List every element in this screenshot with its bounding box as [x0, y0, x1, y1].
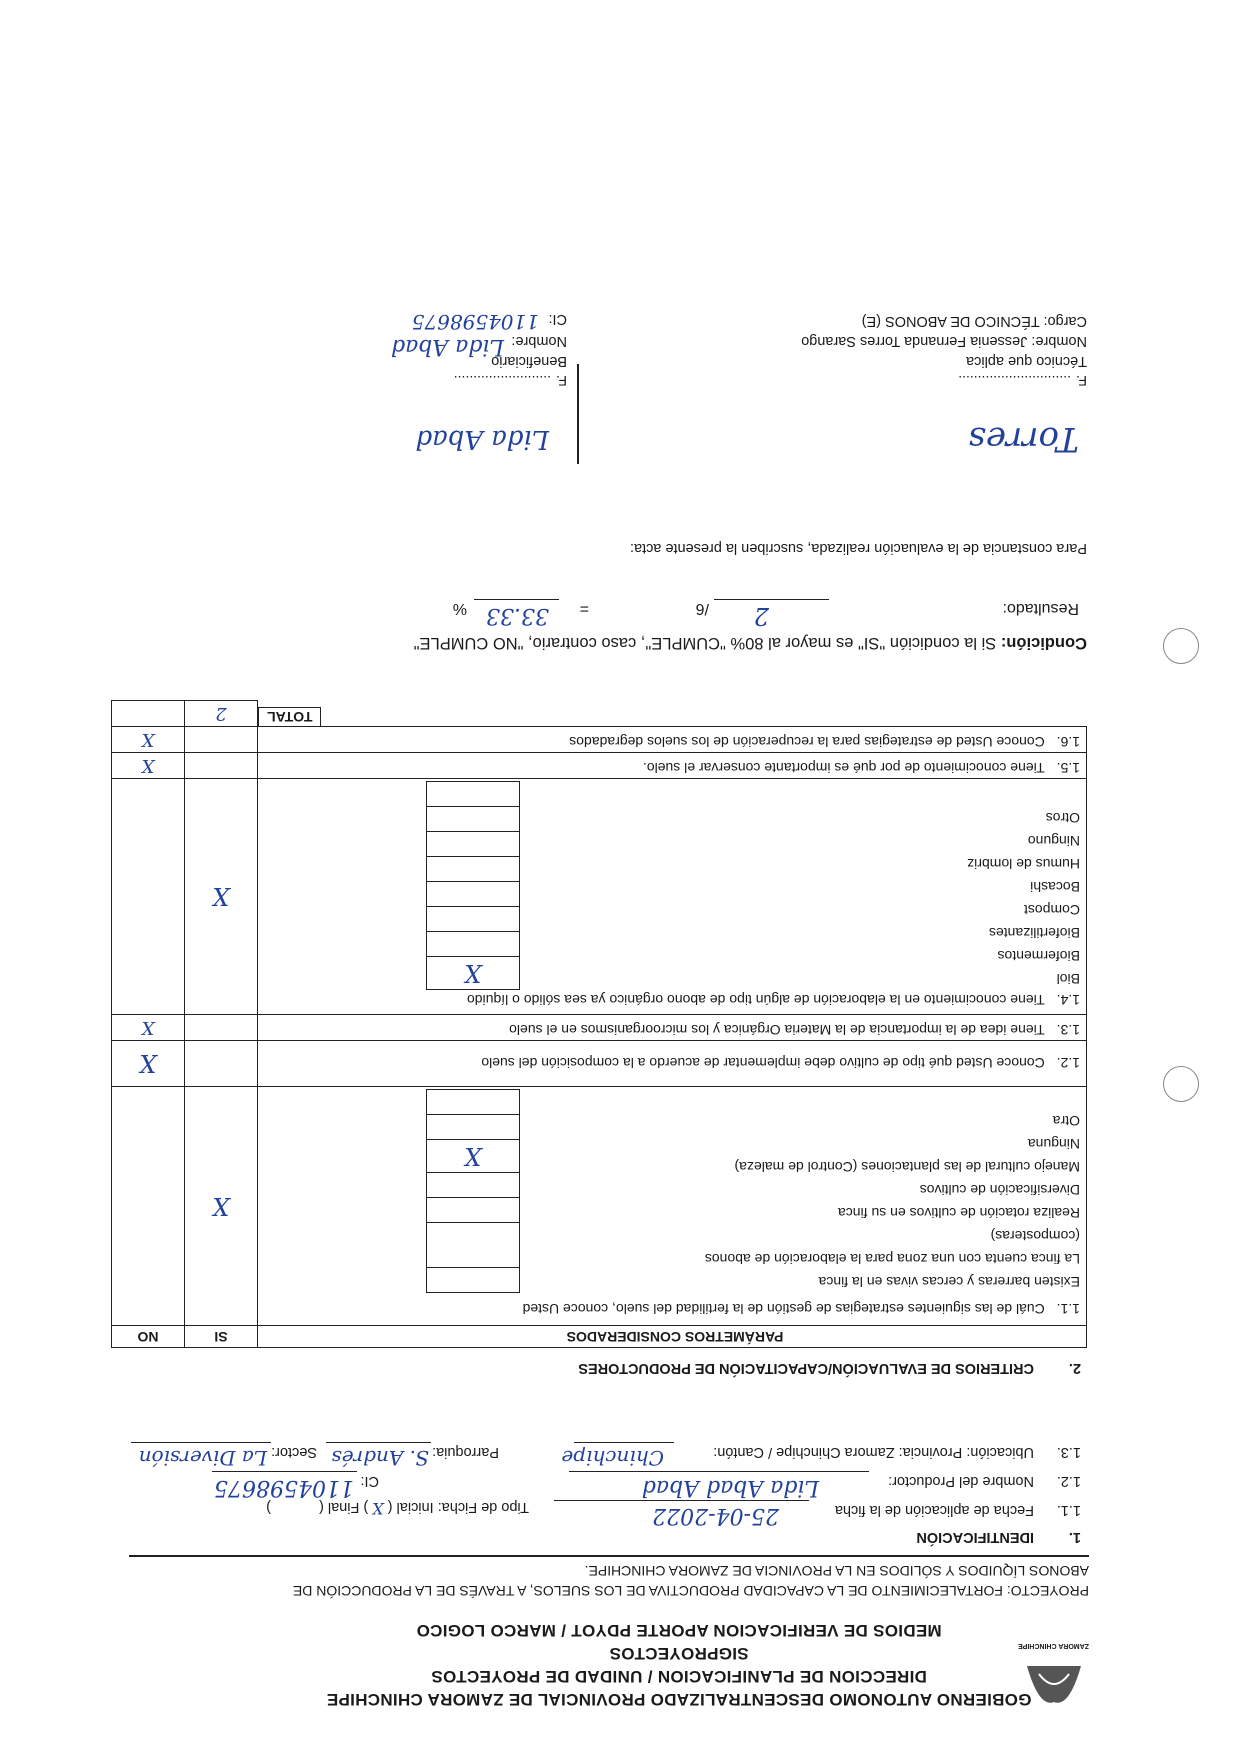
- q14-option: Bocashi: [1030, 879, 1080, 895]
- q14-checkbox[interactable]: [427, 807, 520, 832]
- benef-f-dots: .........................: [453, 373, 551, 389]
- q14-checkbox[interactable]: [427, 957, 520, 990]
- q11-checkbox[interactable]: [427, 1115, 520, 1140]
- condition-label: Condición:: [1000, 634, 1087, 652]
- q14-text: Tiene conocimiento en la elaboración de algún tipo de abono orgánico ya sea sólido o líquido: [466, 992, 1045, 1008]
- q11-option: La finca cuenta con una zona para la elaboración de abonos: [704, 1251, 1080, 1267]
- q11-option: Realiza rotación de cultivos en su finca: [837, 1205, 1080, 1221]
- q14-option: Otros: [1045, 810, 1080, 826]
- benef-role: Beneficiario: [491, 353, 567, 369]
- constancia-text: Para constancia de la evaluación realizada, suscriben la presente acta:: [629, 540, 1087, 556]
- q15-si-cell[interactable]: [185, 753, 258, 779]
- q11-options: [520, 1089, 1080, 1293]
- fecha-underline: [554, 1500, 809, 1501]
- benef-name-value: Lida Abad: [390, 334, 504, 359]
- q11-checkbox[interactable]: [427, 1223, 520, 1268]
- q15-number: 1.5.: [1056, 760, 1080, 776]
- ci-value: 1104598675: [214, 1475, 354, 1500]
- field-1-2-number: 1.2.: [1056, 1473, 1081, 1489]
- result-underline: [714, 599, 829, 600]
- header-no: NO: [112, 1326, 185, 1348]
- q12-number: 1.2.: [1056, 1055, 1080, 1072]
- productor-label: Nombre del Productor:: [888, 1473, 1034, 1489]
- total-value: 2: [185, 701, 258, 727]
- q14-checkbox[interactable]: [427, 932, 520, 957]
- result-label: Resultado:: [1002, 600, 1079, 617]
- criteria-table: [111, 700, 1087, 1348]
- q11-checkbox[interactable]: [427, 1140, 520, 1173]
- productor-underline: [569, 1471, 869, 1472]
- tech-signature-mark: Torres: [968, 419, 1079, 459]
- tech-f-dots: .............................: [958, 373, 1071, 389]
- benef-f-label: F.: [556, 373, 567, 389]
- productor-value: Lida Abad Abad: [641, 1475, 819, 1500]
- q14-checkbox-column: [426, 781, 520, 990]
- sector-label: Sector:: [271, 1444, 317, 1460]
- q16-text: Conoce Usted de estrategias para la recuperación de los suelos degradados: [569, 734, 1045, 750]
- q16-no-cell[interactable]: X: [112, 727, 185, 753]
- ci-underline: [212, 1471, 357, 1472]
- question-1-6-row: [112, 727, 1087, 753]
- benef-signature-mark: Lida Abad: [415, 424, 549, 454]
- project-underline: [129, 1556, 1089, 1558]
- q14-no-cell[interactable]: [112, 779, 185, 1015]
- question-1-4-row: [112, 779, 1087, 1015]
- header-line-1: GOBIERNO AUTONOMO DESCENTRALIZADO PROVINCIAL DE ZAMORA CHINCHIPE: [326, 1690, 1032, 1709]
- q15-text: Tiene conocimiento de por qué es importante conservar el suelo.: [642, 760, 1045, 776]
- q12-no-cell[interactable]: X: [112, 1041, 185, 1087]
- q11-option: Ninguna: [1027, 1136, 1080, 1152]
- header-line-3: SIGPROYECTOS: [609, 1644, 749, 1663]
- project-title-line-1: PROYECTO: FORTALECIMIENTO DE LA CAPACIDAD PRODUCTIVA DE LOS SUELOS, A TRAVÉS DE LA PRODUCCIÓN DE: [292, 1583, 1089, 1599]
- tipo-inicial-mark: X: [372, 1499, 384, 1518]
- q14-option: Compost: [1023, 902, 1080, 918]
- condition-line: [414, 633, 1087, 652]
- q16-si-cell[interactable]: [185, 727, 258, 753]
- q11-number: 1.1.: [1056, 1301, 1080, 1317]
- benef-name-label: Nombre:: [511, 333, 567, 349]
- logo-text: ZAMORA CHINCHIPE: [1018, 1642, 1089, 1649]
- q14-si-cell[interactable]: X: [185, 779, 258, 1015]
- header-params: PARÁMETROS CONSIDERADOS: [258, 1326, 1087, 1348]
- fecha-label: Fecha de aplicación de la ficha: [834, 1502, 1034, 1518]
- field-1-1-number: 1.1.: [1056, 1502, 1081, 1518]
- tech-signature: [889, 389, 1079, 459]
- total-row: [112, 701, 1087, 727]
- binder-hole: [1163, 628, 1199, 664]
- signature-divider: [578, 364, 580, 464]
- tech-f-label: F.: [1076, 373, 1087, 389]
- q14-checkbox[interactable]: [427, 857, 520, 882]
- q11-checkbox-column: [426, 1089, 520, 1293]
- q14-option: Biol: [1056, 971, 1080, 987]
- q11-text: Cuál de las siguientes estrategias de gestión de la fertilidad del suelo, conoce Usted: [522, 1301, 1045, 1317]
- parroquia-label: Parroquia:: [432, 1444, 499, 1460]
- q11-checkbox[interactable]: [427, 1173, 520, 1198]
- q11-option: Otra: [1052, 1113, 1080, 1129]
- q13-no-cell[interactable]: X: [112, 1015, 185, 1041]
- tipo-close: ): [266, 1499, 272, 1515]
- tech-role: Técnico que aplica: [966, 353, 1087, 369]
- q13-text: Tiene idea de la importancia de la Materia Orgánica y los microorganismos en el suelo: [509, 1022, 1045, 1038]
- q11-checkbox[interactable]: [427, 1268, 520, 1293]
- section-2-title: CRITERIOS DE EVALUACIÓN/CAPACITACIÓN DE PRODUCTORES: [578, 1360, 1034, 1376]
- project-title-line-2: ABONOS LÍQUIDOS Y SÓLIDOS EN LA PROVINCIA DE ZAMORA CHINCHIPE.: [584, 1563, 1089, 1579]
- result-divisor: /6: [695, 600, 709, 617]
- benef-signature: [399, 394, 549, 454]
- tipo-final: ) Final (: [319, 1499, 369, 1515]
- q11-no-cell[interactable]: [112, 1087, 185, 1326]
- q14-option: Ninguno: [1027, 833, 1080, 849]
- q14-option: Biofermentos: [997, 948, 1080, 964]
- q14-option: Humus de lombriz: [967, 856, 1080, 872]
- q14-option: Biofertilizantes: [988, 925, 1080, 941]
- header-si: SI: [185, 1326, 258, 1348]
- tech-cargo: Cargo: TÉCNICO DE ABONOS (E): [861, 313, 1087, 329]
- fecha-value: 25-04-2022: [652, 1503, 779, 1528]
- q12-si-cell[interactable]: [185, 1041, 258, 1087]
- section-1-number: 1.: [1068, 1529, 1081, 1545]
- q13-si-cell[interactable]: [185, 1015, 258, 1041]
- sector-underline: [131, 1442, 271, 1443]
- q11-checkbox[interactable]: [427, 1198, 520, 1223]
- binder-hole: [1163, 1066, 1199, 1102]
- percent-underline: [474, 599, 559, 600]
- q14-checkbox[interactable]: [427, 782, 520, 807]
- q15-no-cell[interactable]: X: [112, 753, 185, 779]
- section-2-number: 2.: [1068, 1360, 1081, 1376]
- q13-number: 1.3.: [1056, 1022, 1080, 1038]
- q11-check-mark: X: [464, 1142, 482, 1170]
- benef-ci-value: 1104598675: [411, 310, 539, 334]
- parroquia-underline: [326, 1442, 431, 1443]
- sector-value: La Diversión: [138, 1446, 267, 1470]
- condition-text: Si la condición "SI" es mayor al 80% "CUMPLE", caso contrario, "NO CUMPLE": [413, 634, 997, 652]
- q11-option: Manejo cultural de las plantaciones (Control de maleza): [734, 1159, 1080, 1175]
- ci-label: CI:: [360, 1473, 379, 1489]
- q14-checkbox[interactable]: [427, 832, 520, 857]
- tech-name: Nombre: Jessenia Fernanda Torres Sarango: [801, 333, 1087, 349]
- q14-check-mark: X: [464, 959, 482, 987]
- q16-number: 1.6.: [1056, 734, 1080, 750]
- q11-option: Existen barreras y cercas vivas en la finca: [818, 1274, 1080, 1290]
- parroquia-value: S. Andrés: [331, 1446, 429, 1470]
- question-1-1-row: [112, 1087, 1087, 1326]
- question-1-2-row: [112, 1041, 1087, 1087]
- section-1-title: IDENTIFICACIÓN: [916, 1529, 1034, 1545]
- q11-option: Diversificación de cultivos: [919, 1182, 1080, 1198]
- field-1-3-number: 1.3.: [1056, 1444, 1081, 1460]
- benef-ci-label: CI:: [548, 311, 567, 327]
- ubicacion-label: Ubicación: Provincia: Zamora Chinchipe / Cantón:: [713, 1444, 1034, 1460]
- canton-value: Chinchipe: [561, 1446, 664, 1470]
- q12-text: Conoce Usted qué tipo de cultivo debe implementar de acuerdo a la composición del suelo: [481, 1055, 1045, 1072]
- question-1-3-row: [112, 1015, 1087, 1041]
- q14-options: [520, 781, 1080, 990]
- result-percent-sign: %: [452, 600, 467, 617]
- q11-option: (composteras): [990, 1228, 1080, 1244]
- question-1-5-row: [112, 753, 1087, 779]
- result-value: 2: [753, 602, 769, 630]
- q14-checkbox[interactable]: [427, 882, 520, 907]
- criteria-header-row: [112, 1326, 1087, 1348]
- canton-underline: [574, 1442, 674, 1443]
- q14-checkbox[interactable]: [427, 907, 520, 932]
- header-line-4: MEDIOS DE VERIFICACION APORTE PDYOT / MARCO LOGICO: [416, 1621, 942, 1640]
- result-percent-value: 33.33: [486, 603, 549, 628]
- q11-checkbox[interactable]: [427, 1090, 520, 1115]
- header-line-2: DIRECCION DE PLANIFICACION / UNIDAD DE PROYECTOS: [431, 1667, 927, 1686]
- total-label: TOTAL: [258, 707, 322, 726]
- tipo-label: Tipo de Ficha: Inicial (: [387, 1499, 529, 1515]
- tipo-ficha: [266, 1499, 529, 1518]
- q11-si-cell[interactable]: X: [185, 1087, 258, 1326]
- q14-number: 1.4.: [1056, 992, 1080, 1008]
- result-equals: =: [579, 600, 589, 617]
